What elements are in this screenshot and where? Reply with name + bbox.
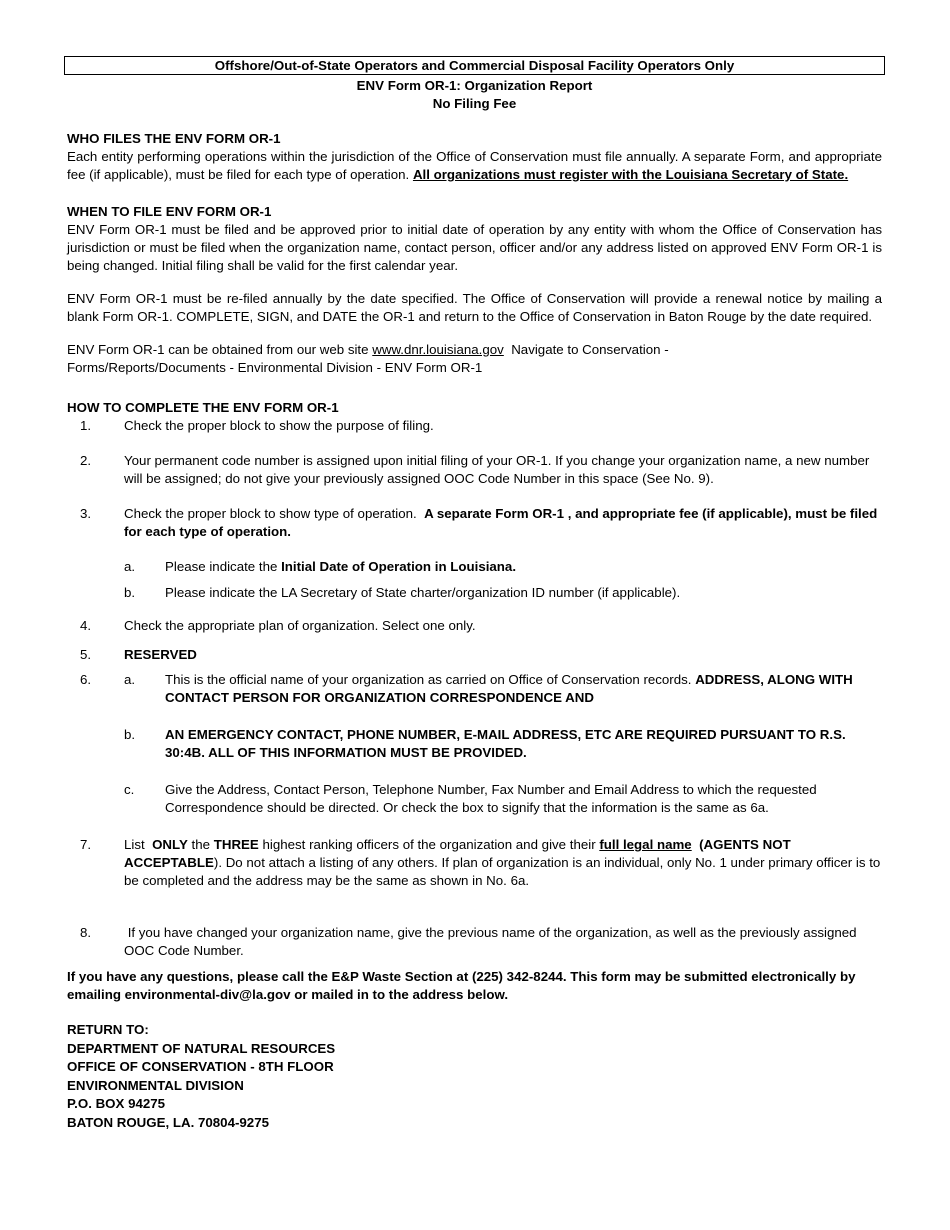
when-para-3: ENV Form OR-1 can be obtained from our web site www.dnr.louisiana.gov Navigate to Conservation - Forms/Reports/Documents - Environmental Division - ENV Form OR-1 <box>67 342 669 375</box>
address-line: DEPARTMENT OF NATURAL RESOURCES <box>67 1040 336 1056</box>
address-line: P.O. BOX 94275 <box>67 1096 166 1112</box>
list-item: 3. Check the proper block to show type of operation. A separate Form OR-1 , and appropriate fee (if applicable), must be filed for each type of operation. <box>80 506 878 539</box>
list-item: 6. a. This is the official name of your organization as carried on Office of Conservation records. ADDRESS, ALONG WITH CONTACT PERSON FOR ORGANIZATION CORRESPONDENCE AND <box>80 672 853 705</box>
dnr-website-link[interactable]: www.dnr.louisiana.gov <box>372 342 504 357</box>
list-item: 7. List ONLY the THREE highest ranking officers of the organization and give their full legal name (AGENTS NOT ACCEPTABLE). Do not attach a listing of any others. If plan of organization is an individual, only No. 1 under primary officer is to be completed and the address may be the same as shown in No. 6a. <box>80 837 881 888</box>
address-line: ENVIRONMENTAL DIVISION <box>67 1077 244 1093</box>
banner-box <box>64 56 885 75</box>
return-address <box>67 1021 882 1133</box>
list-item: 4. Check the appropriate plan of organization. Select one only. <box>80 618 476 633</box>
list-item: 8. If you have changed your organization name, give the previous name of the organization, as well as the previously assigned OOC Code Number. <box>80 925 857 958</box>
list-subitem: b. AN EMERGENCY CONTACT, PHONE NUMBER, E-MAIL ADDRESS, ETC ARE REQUIRED PURSUANT TO R.S. 30:4B. ALL OF THIS INFORMATION MUST BE PROVIDED. <box>124 727 846 760</box>
list-subitem: c. Give the Address, Contact Person, Telephone Number, Fax Number and Email Address to which the requested Correspondence should be directed. Or check the box to signify that the information is the same as 6a. <box>124 782 817 815</box>
questions-note: If you have any questions, please call the E&P Waste Section at (225) 342-8244. This form may be submitted electronically by emailing environmental-div@la.gov or mailed in to the address below. <box>67 969 856 1002</box>
return-label: RETURN TO: <box>67 1022 149 1037</box>
register-emphasis: All organizations must register with the Louisiana Secretary of State. <box>412 167 849 182</box>
when-para-2: ENV Form OR-1 must be re-filed annually by the date specified. The Office of Conservation will provide a renewal notice by mailing a blank Form OR-1. COMPLETE, SIGN, and DATE the OR-1 and return to the Office of Conservation in Baton Rouge by the date required. <box>67 291 882 324</box>
when-to-file-heading: WHEN TO FILE ENV FORM OR-1 <box>67 204 272 219</box>
banner-text: Offshore/Out-of-State Operators and Commercial Disposal Facility Operators Only <box>214 58 735 73</box>
who-files-heading: WHO FILES THE ENV FORM OR-1 <box>67 131 281 146</box>
filing-fee: No Filing Fee <box>432 96 517 111</box>
when-para-1: ENV Form OR-1 must be filed and be approved prior to initial date of operation by any entity with whom the Office of Conservation has jurisdiction or must be filed when the organization name, contact person, officer and/or any address listed on approved ENV Form OR-1 is being changed. Initial filing shall be valid for the first calendar year. <box>67 222 882 273</box>
list-item: 2. Your permanent code number is assigned upon initial filing of your OR-1. If you change your organization name, a new number will be assigned; do not give your previously assigned OOC Code Number in this space (See No. 9). <box>80 453 870 486</box>
list-item: 5. RESERVED <box>80 647 197 662</box>
who-files-text: Each entity performing operations within the jurisdiction of the Office of Conservation must file annually. A separate Form, and appropriate fee (if applicable), must be filed for each type of operation. All organizations must register with the Louisiana Secretary of State. <box>67 149 882 182</box>
list-subitem: a. Please indicate the Initial Date of Operation in Louisiana. <box>124 559 517 574</box>
list-subitem: b. Please indicate the LA Secretary of State charter/organization ID number (if applicable). <box>124 585 681 600</box>
how-to-heading: HOW TO COMPLETE THE ENV FORM OR-1 <box>67 400 339 415</box>
form-title: ENV Form OR-1: Organization Report <box>356 78 593 93</box>
list-item: 1. Check the proper block to show the purpose of filing. <box>80 418 434 433</box>
document-page <box>67 56 882 1133</box>
address-line: BATON ROUGE, LA. 70804-9275 <box>67 1114 269 1130</box>
address-line: OFFICE OF CONSERVATION - 8TH FLOOR <box>67 1059 334 1075</box>
